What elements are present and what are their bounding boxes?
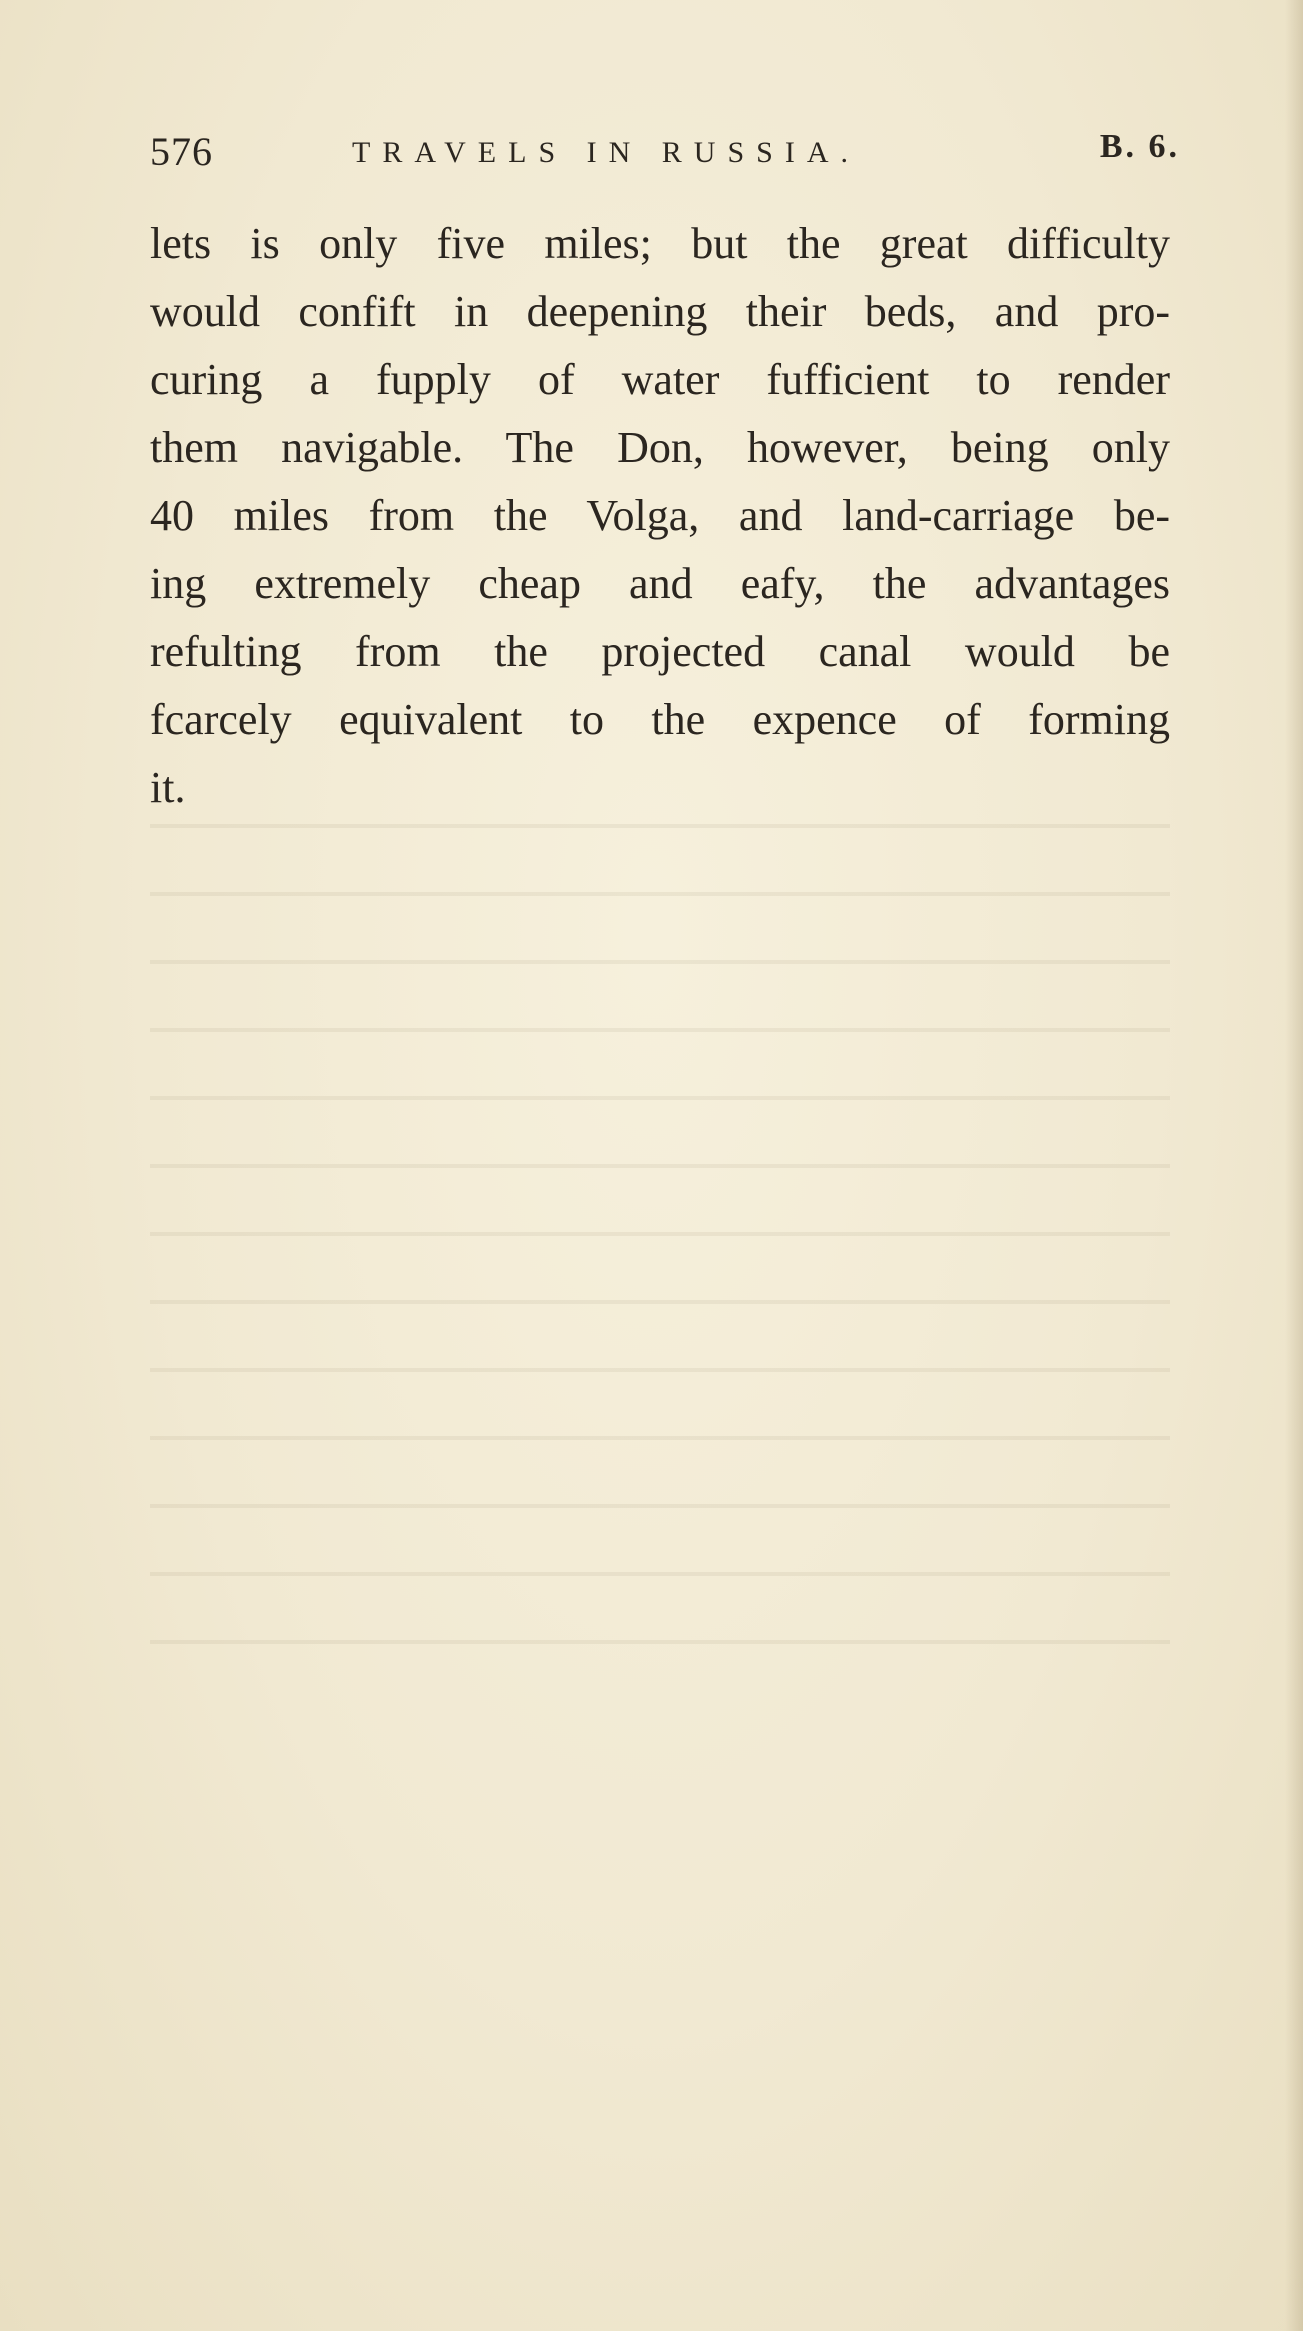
text-line: them navigable. The Don, however, being only	[150, 423, 1170, 472]
page-number: 576	[150, 129, 213, 174]
book-number: B. 6.	[1099, 128, 1180, 165]
text-line: it.	[150, 763, 186, 812]
text-line: fcarcely equivalent to the expence of forming	[150, 695, 1170, 744]
bleed-through-texture	[150, 780, 1170, 1660]
text-line: refulting from the projected canal would be	[150, 627, 1170, 676]
running-head	[150, 128, 1180, 176]
text-line: curing a fupply of water fufficient to render	[150, 355, 1170, 404]
text-line: lets is only five miles; but the great difficulty	[150, 219, 1170, 268]
body-paragraph	[150, 210, 1170, 822]
text-line: would confift in deepening their beds, and pro-	[150, 287, 1170, 336]
page-edge-shadow	[1285, 0, 1303, 2331]
running-title: TRAVELS IN RUSSIA.	[352, 136, 860, 169]
text-line: ing extremely cheap and eafy, the advantages	[150, 559, 1170, 608]
text-line: 40 miles from the Volga, and land-carriage be-	[150, 491, 1170, 540]
